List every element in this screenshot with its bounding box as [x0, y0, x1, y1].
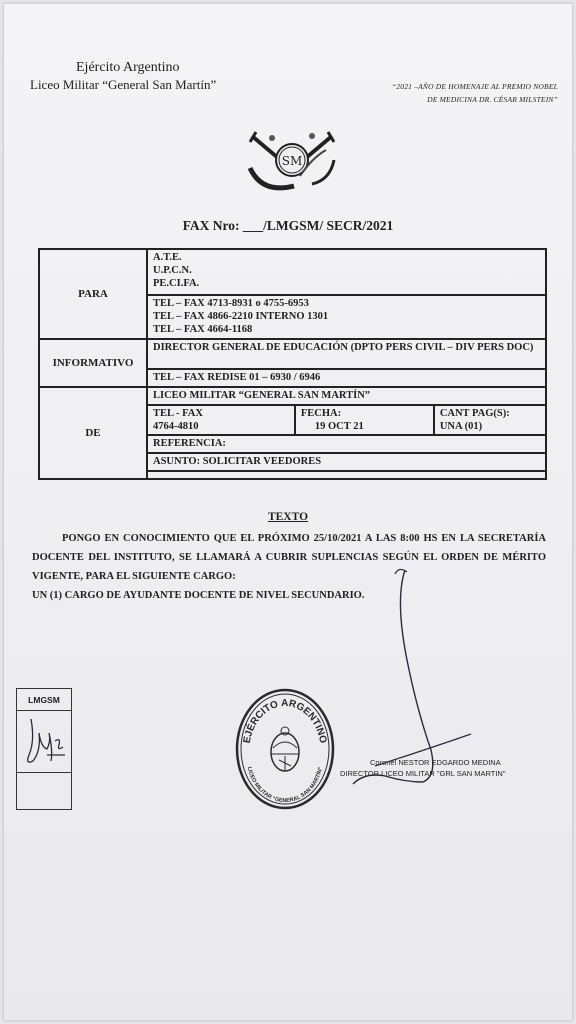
texto-heading: TEXTO [267, 511, 309, 523]
para-recipients [147, 249, 546, 295]
referencia: REFERENCIA: [147, 435, 546, 453]
de-blank-row [147, 471, 546, 479]
director-signature [335, 550, 525, 790]
phone-3: TEL – FAX 4664-1168 [153, 324, 253, 335]
recipient-pecifa: PE.CI.FA. [153, 278, 200, 289]
motto-line-1: “2021 –AÑO DE HOMENAJE AL PREMIO NOBEL [391, 82, 558, 91]
body-line-2: UN (1) CARGO DE AYUDANTE DOCENTE DE NIVEL SECUNDARIO. [32, 590, 365, 601]
official-seal [233, 686, 337, 812]
header-motto [328, 80, 558, 106]
lmgsm-stamp-box [16, 688, 72, 810]
tel-fax-value: 4764-4810 [153, 421, 199, 432]
de-label: DE [39, 387, 147, 479]
initials-cell [17, 711, 71, 773]
para-label: PARA [39, 249, 147, 339]
fecha-label: FECHA: [300, 408, 342, 419]
blank-cell [17, 773, 71, 807]
header-org: Ejército Argentino [76, 60, 180, 75]
fecha-value: 19 OCT 21 [314, 421, 364, 432]
para-phones [147, 295, 546, 339]
tel-fax-cell [148, 406, 295, 434]
cant-pags-cell [434, 406, 545, 434]
de-sender: LICEO MILITAR “GENERAL SAN MARTÍN” [147, 387, 546, 405]
informativo-recipient: DIRECTOR GENERAL DE EDUCACIÓN (DPTO PERS CIVIL – DIV PERS DOC) [147, 339, 546, 369]
seal-bottom-text: LICEO MILITAR “GENERAL SAN MARTÍN” [245, 766, 325, 805]
tel-fax-label: TEL - FAX [153, 408, 203, 419]
seal-top-text: EJÉRCITO ARGENTINO [241, 697, 329, 745]
de-details-row [147, 405, 546, 435]
lmgsm-title: LMGSM [17, 689, 71, 711]
de-details [148, 406, 545, 434]
phone-1: TEL – FAX 4713-8931 o 4755-6953 [153, 298, 309, 309]
fax-header-table [38, 248, 547, 480]
informativo-label: INFORMATIVO [39, 339, 147, 387]
logo-text: SM [281, 154, 303, 168]
phone-2: TEL – FAX 4866-2210 INTERNO 1301 [153, 311, 329, 322]
school-crest-logo [242, 128, 342, 198]
recipient-upcn: U.P.C.N. [153, 265, 192, 276]
cant-pags-label: CANT PAG(S): [439, 408, 510, 419]
fax-number-title: FAX Nro: ___/LMGSM/ SECR/2021 [182, 218, 394, 233]
signature-title: DIRECTOR LICEO MILITAR "GRL SAN MARTIN" [340, 769, 506, 778]
fecha-cell [295, 406, 434, 434]
signature-name: Coronel NESTOR EDGARDO MEDINA [370, 758, 501, 767]
body-paragraph: PONGO EN CONOCIMIENTO QUE EL PRÓXIMO 25/10/2021 A LAS 8:00 HS EN LA SECRETARÍA DOCENTE DEL INSTITUTO, SE LLAMARÁ A CUBRIR SUPLENCIAS SEGÚN EL ORDEN DE MÉRITO VIGENTE, PARA EL SIGUIENTE CARGO: [32, 533, 546, 582]
cant-pags-value: UNA (01) [439, 421, 483, 432]
initials-handwriting [17, 711, 71, 771]
informativo-phone: TEL – FAX REDISE 01 – 6930 / 6946 [147, 369, 546, 387]
header-school: Liceo Militar “General San Martín” [30, 77, 217, 92]
recipient-ate: A.T.E. [153, 252, 182, 263]
motto-line-2: DE MEDICINA DR. CÉSAR MILSTEIN” [427, 95, 558, 104]
asunto: ASUNTO: SOLICITAR VEEDORES [147, 453, 546, 471]
